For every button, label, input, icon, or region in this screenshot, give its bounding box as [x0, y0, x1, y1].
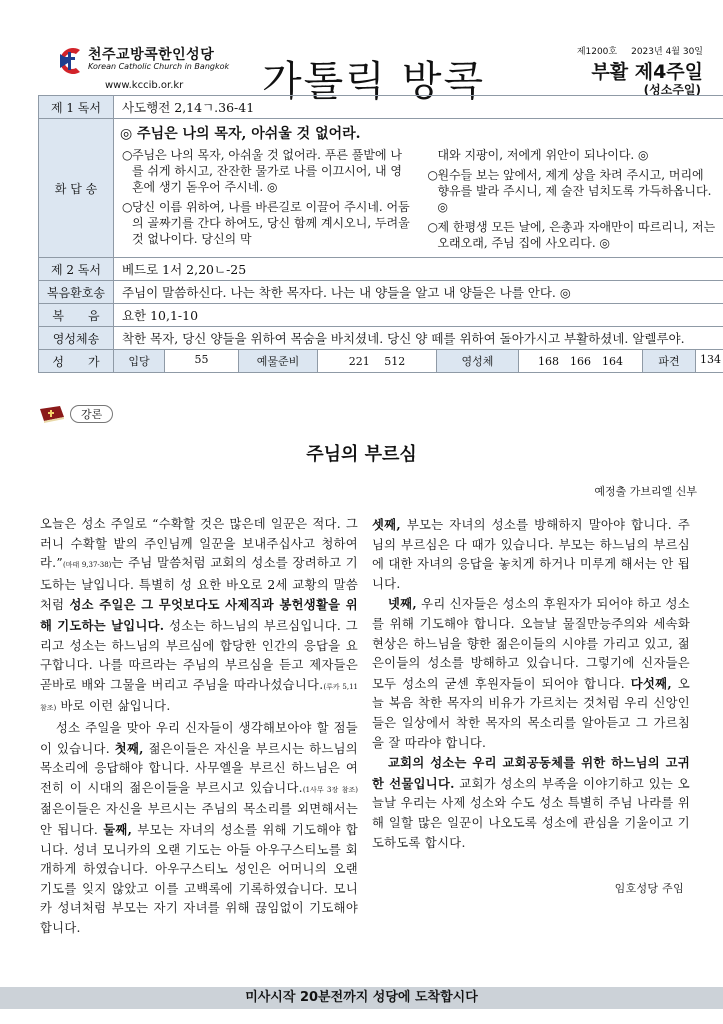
issue-info: [563, 44, 703, 57]
psalm-verse: ○ 당신 이름 위하여, 나를 바른길로 이끌어 주시네. 어둠의 골짜기를 간다 하여도, 당신 함께 계시오니, 두려울 것 없나이다. 당신의 막: [121, 200, 410, 246]
gospel-acclamation-label: 복음환호송: [39, 281, 114, 304]
homily-badge: [38, 405, 113, 423]
liturgical-week: 부활 제4주일: [591, 61, 703, 83]
psalm-verse: 대와 지팡이, 저에게 위안이 되나이다. ◎: [437, 148, 649, 162]
psalm-verse: ○ 원수들 보는 앞에서, 제게 상을 차려 주시고, 머리에 향유를 발라 주시니, 제 술잔 넘치도록 가득하옵니다. ◎: [427, 168, 712, 214]
gospel-row: [39, 304, 723, 327]
sermon-paragraph: 넷째, 우리 신자들은 성소의 후원자가 되어야 하고 성소를 위해 기도해야 합니다. 오늘날 물질만능주의와 세속화 현상은 하느님을 향한 젊은이들의 시야를 가리고 있고, 젊은이들의 성소를 방해하고 있습니다. 그렇기에 신자들은 모두 성소의 굳센 후원자들이 되어야 합니다. 다섯째, 오늘 복음 착한 목자의 비유가 가르치는 것처럼 우리 신앙인들은 일상에서 착한 목자의 목소리를 알아듣고 그 가르침을 잘 따라야 합니다.: [372, 596, 690, 750]
first-reading: 사도행전 2,14ㄱ.36-41: [113, 96, 723, 119]
hymn-dismissal-label: 파견: [642, 350, 695, 372]
hymn-entrance-value: 55: [164, 350, 238, 372]
sermon-column-left: [40, 515, 358, 938]
communion-row: [39, 327, 723, 350]
homily-label: 강론: [70, 405, 113, 423]
sermon-paragraph: 오늘은 성소 주일로 “수확할 것은 많은데 일꾼은 적다. 그러니 수확할 밭의 주인님께 일꾼을 보내주십사고 청하여라.”(마태 9,37-38)는 주님 말씀처럼 교회의 성소를 장려하고 기도하는 날입니다. 특별히 성 요한 바오로 2세 교황의 말씀처럼 성소 주일은 그 무엇보다도 사제직과 봉헌생활을 위해 기도하는 날입니다. 성소는 하느님의 부르심입니다. 그리고 성소는 하느님의 부르심에 합당한 인간의 응답을 요구합니다. 나를 따르라는 주님의 부르심을 듣고 제자들은 곧바로 배와 그물을 버리고 주님을 따라나섰습니다.(루카 5,11 참조) 바로 이런 삶입니다.: [40, 517, 358, 714]
gospel-acclamation-row: [39, 281, 723, 304]
website-link[interactable]: www.kccib.or.kr: [105, 80, 184, 91]
first-reading-row: [39, 96, 723, 119]
second-reading-label: 제 2 독서: [39, 258, 114, 281]
psalm-cell: [113, 119, 723, 258]
church-name: 천주교방콕한인성당: [88, 47, 215, 63]
hymn-communion-value: 168 166 164: [518, 350, 642, 372]
sermon-paragraph: 셋째, 부모는 자녀의 성소를 방해하지 말아야 합니다. 주님의 부르심은 다 때가 있습니다. 부모는 하느님의 부르심에 대한 자녀의 응답을 놓치게 하거나 미루게 해서는 안 됩니다.: [372, 517, 690, 591]
gospel: 요한 10,1-10: [113, 304, 723, 327]
first-reading-label: 제 1 독서: [39, 96, 114, 119]
hymn-offertory-label: 예물준비: [238, 350, 317, 372]
gospel-label: 복 음: [39, 304, 114, 327]
sermon-signature: 임호성당 주임: [614, 882, 684, 896]
bible-icon: [38, 405, 66, 423]
sermon-author: 예정출 가브리엘 신부: [594, 485, 697, 498]
sermon-column-right: [372, 515, 690, 899]
sermon-paragraph: 교회의 성소는 우리 교회공동체를 위한 하느님의 고귀한 선물입니다. 교회가 성소의 부족을 이야기하고 있는 오늘날 우리는 사제 성소와 수도 성소 특별히 주님 나라를 위해 일할 많은 일꾼이 나오도록 성소에 관심을 기울이고 기도하도록 합시다.: [372, 755, 690, 850]
hymn-label: 성 가: [39, 350, 114, 373]
communion-label: 영성체송: [39, 327, 114, 350]
sermon-title: 주님의 부르심: [306, 444, 417, 465]
hymn-row: [39, 350, 723, 373]
footer-notice: 미사시작 20분전까지 성당에 도착합시다: [0, 987, 723, 1009]
psalm-column-left: [122, 147, 412, 255]
psalm-row: [39, 119, 723, 258]
readings-table: [38, 95, 723, 373]
gospel-acclamation: 주님이 말씀하신다. 나는 착한 목자다. 나는 내 양들을 알고 내 양들은 나를 안다. ◎: [113, 281, 723, 304]
sunday-name: (성소주일): [643, 83, 701, 97]
second-reading: 베드로 1서 2,20ㄴ-25: [113, 258, 723, 281]
sermon-paragraph: 성소 주일을 맞아 우리 신자들이 생각해보아야 할 점들이 있습니다. 첫째, 젊은이들은 자신을 부르시는 하느님의 목소리에 응답해야 합니다. 사무엘을 부르신 하느님은 여전히 이 시대의 젊은이들을 부르시고 있습니다.(1사무 3장 참조) 젊은이들은 자신을 부르시는 주님의 목소리를 외면해서는 안 됩니다. 둘째, 부모는 자녀의 성소를 위해 기도해야 합니다. 성녀 모니카의 오랜 기도는 아들 아우구스티노를 회개하게 하였습니다. 아우구스티노 성인은 어머니의 오랜 기도를 잊지 않았고 이를 고백록에 기록하였습니다. 모니카 성녀처럼 부모는 자기 자녀를 위해 끊임없이 기도해야 합니다.: [40, 720, 359, 935]
issue-number: 제1200호: [576, 47, 618, 57]
psalm-verse: ○ 주님은 나의 목자, 아쉬울 것 없어라. 푸른 풀밭에 나를 쉬게 하시고, 잔잔한 물가로 나를 이끄시어, 내 영혼에 생기 돋우어 주시네. ◎: [121, 148, 402, 194]
psalm-verse: ○ 제 한평생 모든 날에, 은총과 자애만이 따르리니, 저는 오래오래, 주님 집에 사오리다. ◎: [427, 220, 716, 250]
psalm-column-right: [427, 147, 717, 255]
hymn-offertory-value: 221 512: [317, 350, 436, 372]
psalm-label: 화 답 송: [39, 119, 114, 258]
hymn-cell: [113, 350, 723, 373]
hymn-dismissal-value: 134: [695, 350, 723, 372]
hymn-communion-label: 영성체: [436, 350, 518, 372]
issue-date: 2023년 4월 30일: [631, 47, 703, 57]
second-reading-row: [39, 258, 723, 281]
communion-antiphon: 착한 목자, 당신 양들을 위하여 목숨을 바치셨네. 당신 양 떼를 위하여 돌아가시고 부활하셨네. 알렐루야.: [113, 327, 723, 350]
bulletin-title: 가톨릭 방콕: [262, 57, 486, 105]
church-logo-icon: [54, 44, 84, 78]
church-english-name: Korean Catholic Church in Bangkok: [88, 62, 230, 71]
hymn-entrance-label: 입당: [114, 350, 164, 372]
psalm-response: ◎ 주님은 나의 목자, 아쉬울 것 없어라.: [119, 126, 361, 142]
